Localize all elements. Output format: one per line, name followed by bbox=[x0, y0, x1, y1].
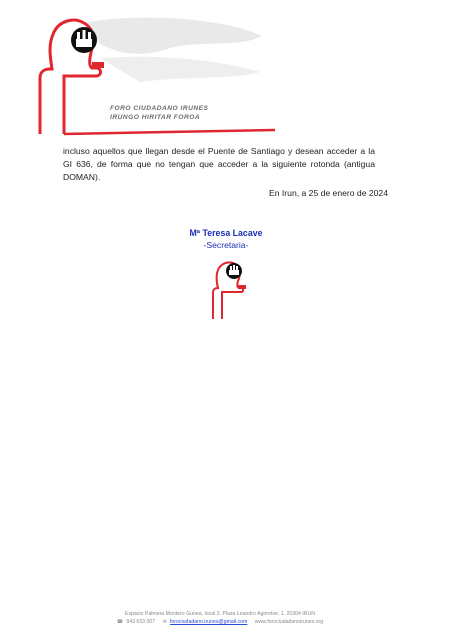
phone-icon: ☎ bbox=[116, 619, 124, 625]
signatory-role: -Secretaria- bbox=[203, 240, 249, 250]
org-name-line-2: IRUNGO HIRITAR FOROA bbox=[110, 114, 201, 121]
footer-address: Espacio Palmera Montero Gunea, local 3. Plaza Leandro Agirretxe, 1. 20304 IRUN bbox=[124, 611, 316, 617]
footer-website[interactable]: www.forociudadanoirunes.org bbox=[254, 619, 324, 625]
foro-logo bbox=[30, 14, 280, 140]
footer-phone: 943 633 007 bbox=[126, 619, 156, 625]
org-name-line-1: FORO CIUDADANO IRUNES bbox=[110, 105, 209, 112]
letter-paragraph: incluso aquellos que llegan desde el Puente de Santiago y desean acceder a la GI 636, de forma que no tengan que acceder a la siguiente rotonda (antigua DOMAN). bbox=[63, 146, 375, 182]
date-line: En Irun, a 25 de enero de 2024 bbox=[269, 188, 388, 198]
signatory-name: Mª Teresa Lacave bbox=[189, 228, 263, 238]
footer-email-link[interactable]: forociudadano.irunes@gmail.com bbox=[169, 619, 248, 625]
mail-icon: ✉ bbox=[162, 619, 167, 625]
foro-small-logo bbox=[207, 259, 247, 321]
footer-contact bbox=[90, 619, 350, 625]
